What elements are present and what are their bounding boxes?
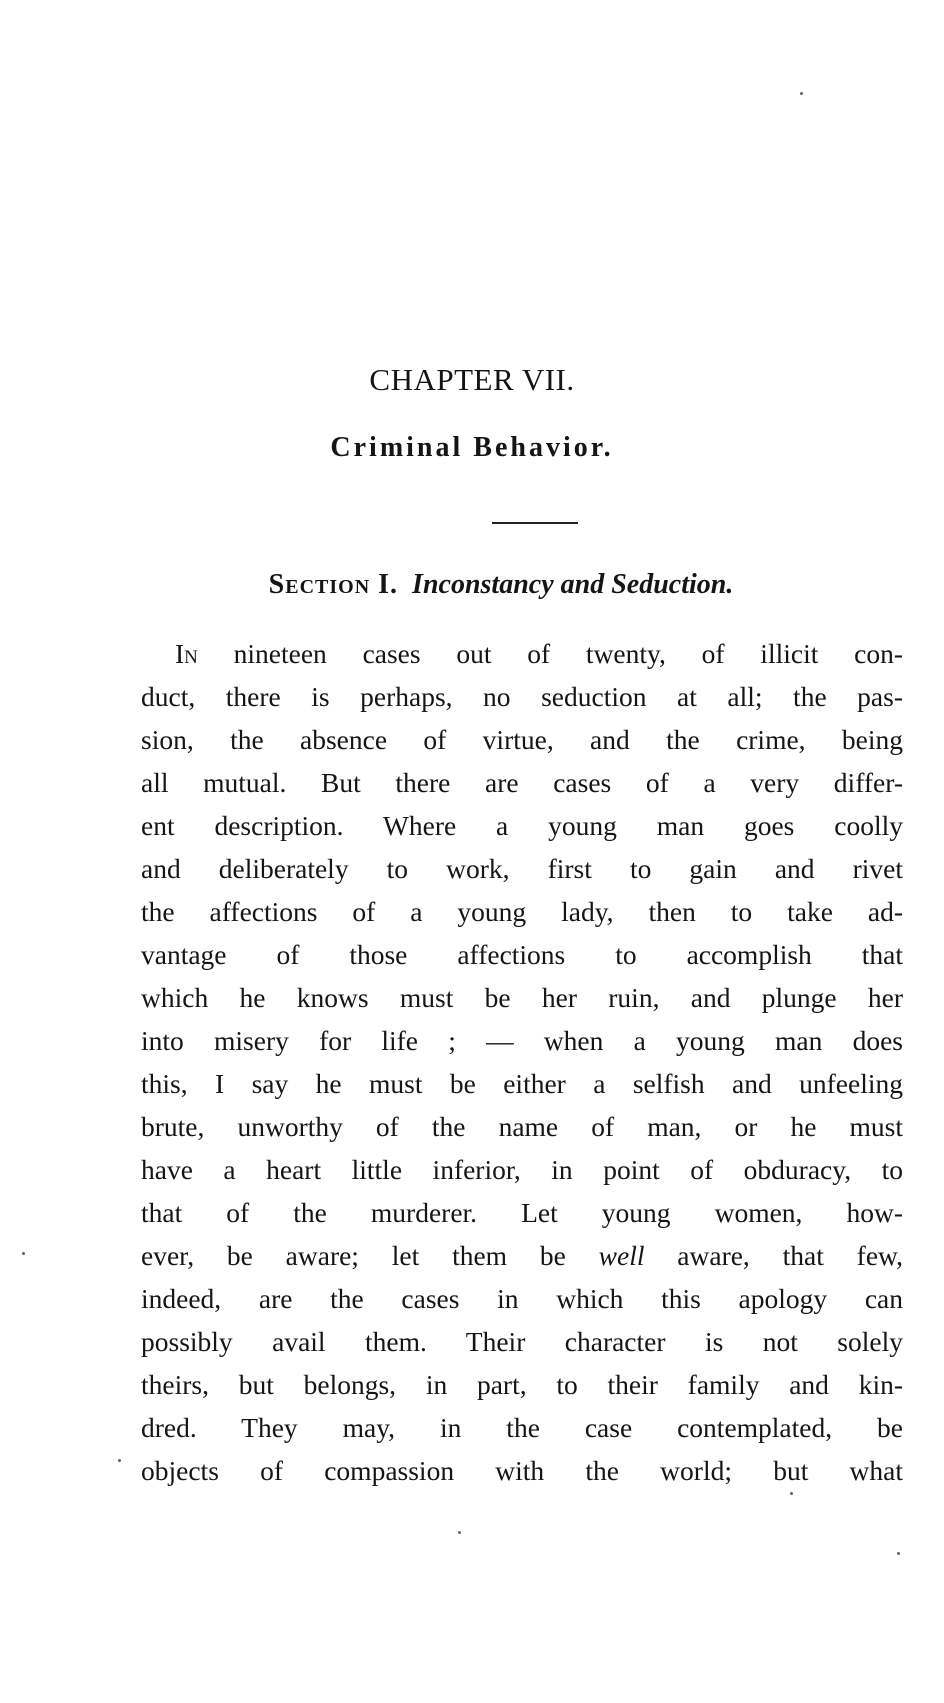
text-line bbox=[141, 1234, 903, 1277]
text-line: dred. They may, in the case contemplated, be bbox=[141, 1412, 903, 1443]
text-line: indeed, are the cases in which this apology can bbox=[141, 1283, 903, 1314]
text-line: brute, unworthy of the name of man, or he must bbox=[141, 1111, 903, 1142]
line-text: ever, be aware; let them be bbox=[141, 1240, 599, 1271]
text-line: and deliberately to work, first to gain and rivet bbox=[141, 853, 903, 884]
text-line: theirs, but belongs, in part, to their family and kin- bbox=[141, 1369, 903, 1400]
text-line: into misery for life ; — when a young man does bbox=[141, 1025, 903, 1056]
emphasis-word: well bbox=[598, 1240, 645, 1271]
paper-speck bbox=[790, 1492, 793, 1495]
text-line: the affections of a young lady, then to take ad- bbox=[141, 896, 903, 927]
text-line: objects of compassion with the world; but what bbox=[141, 1455, 903, 1486]
lead-word: In bbox=[175, 638, 198, 669]
chapter-subtitle: Criminal Behavior. bbox=[330, 432, 614, 463]
section-label: Section I. bbox=[268, 569, 399, 600]
paper-speck bbox=[118, 1459, 121, 1462]
section-title: Inconstancy and Seduction. bbox=[412, 569, 734, 600]
paper-speck bbox=[22, 1252, 25, 1255]
chapter-title: CHAPTER VII. bbox=[369, 362, 575, 397]
line-text: aware, that few, bbox=[644, 1240, 903, 1271]
text-line: possibly avail them. Their character is not solely bbox=[141, 1326, 903, 1357]
paper-speck bbox=[897, 1552, 900, 1555]
text-line: have a heart little inferior, in point of obduracy, to bbox=[141, 1154, 903, 1185]
text-line: that of the murderer. Let young women, how- bbox=[141, 1197, 903, 1228]
ornamental-rule bbox=[492, 522, 578, 524]
text-line: this, I say he must be either a selfish and unfeeling bbox=[141, 1068, 903, 1099]
line-text: nineteen cases out of twenty, of illicit con- bbox=[197, 638, 903, 669]
text-line: sion, the absence of virtue, and the crime, being bbox=[141, 724, 903, 755]
text-line: which he knows must be her ruin, and plunge her bbox=[141, 982, 903, 1013]
text-line: all mutual. But there are cases of a very differ- bbox=[141, 767, 903, 798]
body-paragraph bbox=[141, 632, 903, 1492]
paper-speck bbox=[800, 92, 803, 95]
section-heading bbox=[0, 569, 944, 601]
text-line: duct, there is perhaps, no seduction at all; the pas- bbox=[141, 681, 903, 712]
text-line: ent description. Where a young man goes coolly bbox=[141, 810, 903, 841]
paper-speck bbox=[458, 1531, 461, 1534]
text-line bbox=[141, 632, 903, 675]
text-line: vantage of those affections to accomplish that bbox=[141, 939, 903, 970]
